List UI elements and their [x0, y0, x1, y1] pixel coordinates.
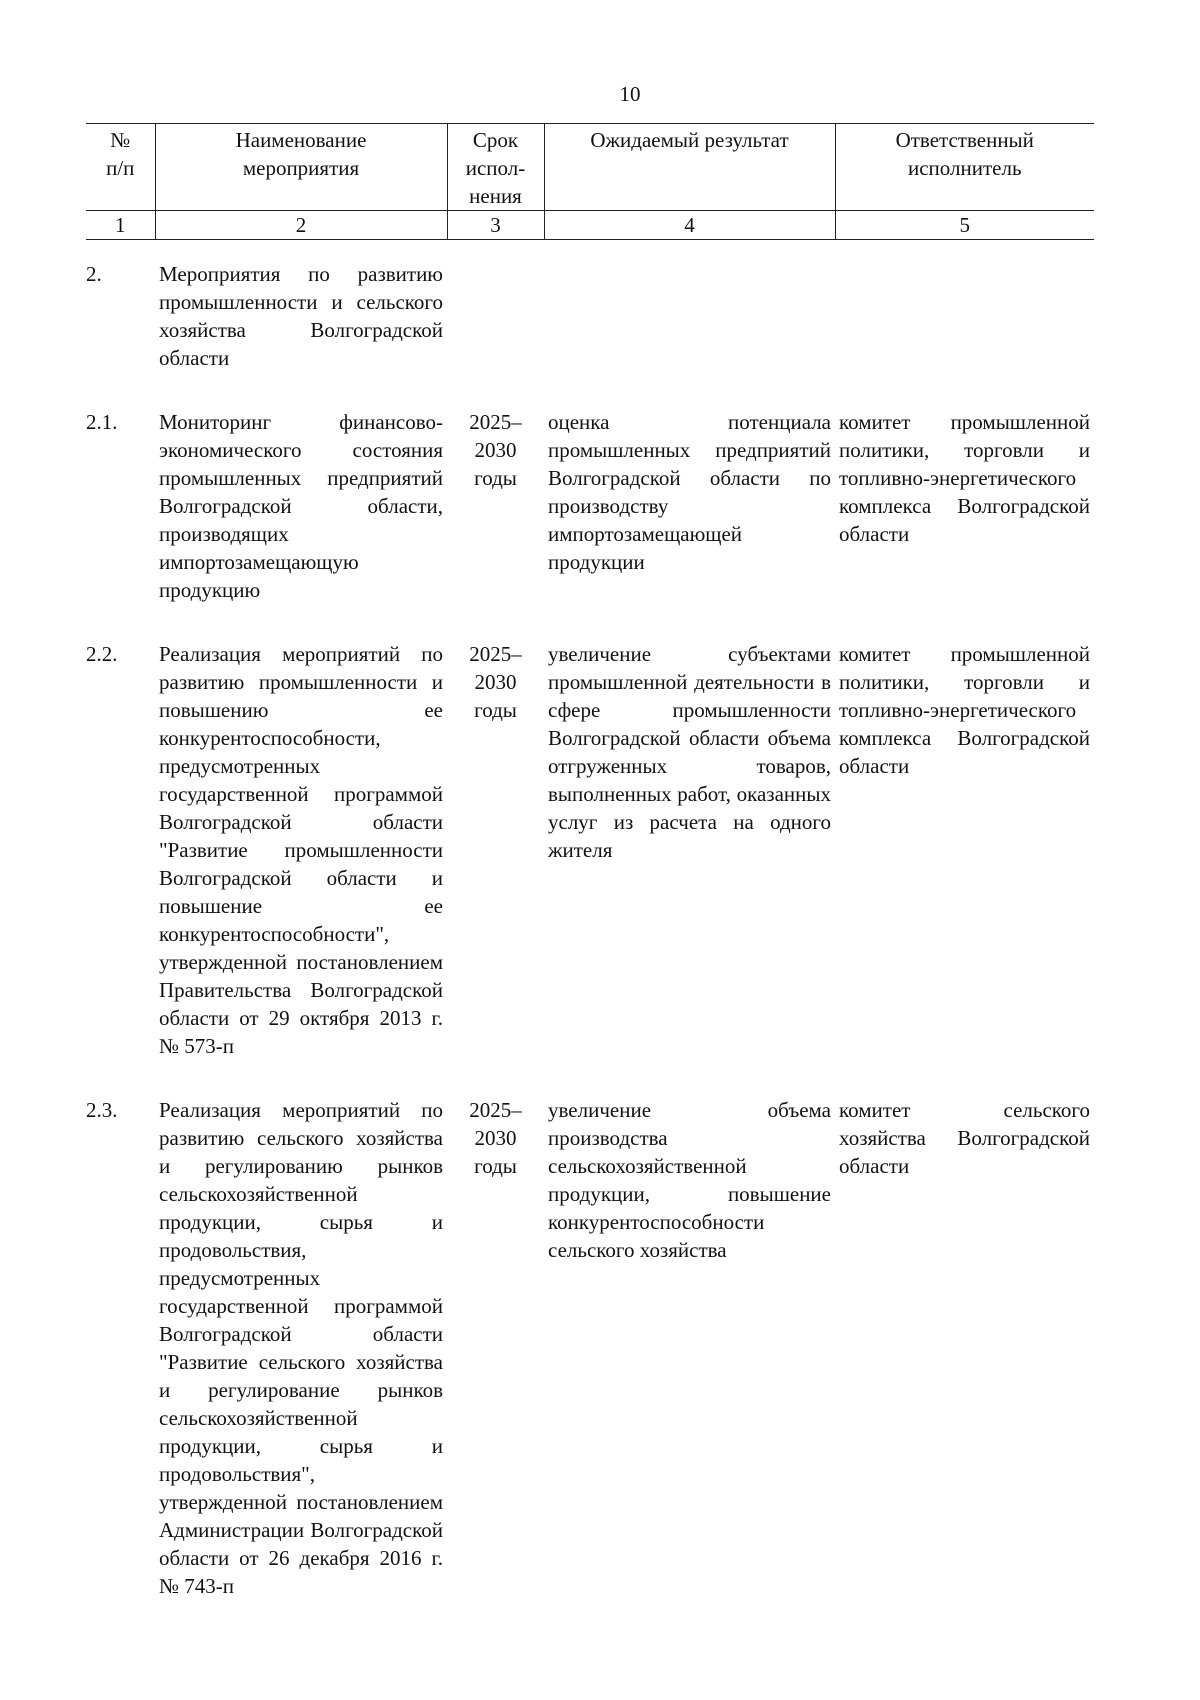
row-name: Реализация мероприятий по развитию промышленности и повышению ее конкурентоспособности, предусмотренных государственной программой Волгоградской области "Развитие промышленности Волгоградской области и повышение ее конкурентоспособности", утвержденной постановлением Правительства Волгоградской области от 29 октября 2013 г. № 573-п: [159, 642, 443, 1058]
table-row-2-1: [86, 372, 1094, 604]
header-term: Срок испол- нения: [447, 124, 544, 211]
header-responsible: Ответственный исполнитель: [835, 124, 1094, 211]
row-responsible: комитет промышленной политики, торговли и топливно-энергетического комплекса Волгоградской области: [839, 642, 1090, 778]
row-name: Мероприятия по развитию промышленности и сельского хозяйства Волгоградской области: [159, 262, 443, 370]
row-number: 2.3.: [86, 1098, 118, 1122]
row-number: 2.1.: [86, 410, 118, 434]
row-term: [447, 1060, 544, 1600]
term-line: 2025–: [469, 642, 522, 666]
term-line: годы: [474, 698, 517, 722]
header-name: Наименование мероприятия: [155, 124, 447, 211]
term-line: 2025–: [469, 1098, 522, 1122]
row-name: Реализация мероприятий по развитию сельского хозяйства и регулированию рынков сельскохозяйственной продукции, сырья и продовольствия, предусмотренных государственной программой Волгоградской области "Развитие сельского хозяйства и регулирование рынков сельскохозяйственной продукции, сырья и продовольствия", утвержденной постановлением Администрации Волгоградской области от 26 декабря 2016 г. № 743-п: [159, 1098, 443, 1598]
column-number: 3: [447, 211, 544, 240]
term-line: годы: [474, 1154, 517, 1178]
row-result: [544, 240, 835, 373]
term-line: годы: [474, 466, 517, 490]
column-number: 2: [155, 211, 447, 240]
row-result: увеличение субъектами промышленной деятельности в сфере промышленности Волгоградской области объема отгруженных товаров, выполненных работ, оказанных услуг из расчета на одного жителя: [548, 642, 831, 862]
term-line: 2030: [474, 1126, 517, 1150]
table-row-2-3: [86, 1060, 1094, 1600]
row-term: [447, 240, 544, 373]
term-line: 2030: [474, 438, 517, 462]
column-number: 4: [544, 211, 835, 240]
row-number: 2.2.: [86, 642, 118, 666]
page-number: 10: [619, 82, 641, 106]
column-number: 5: [835, 211, 1094, 240]
row-result: увеличение объема производства сельскохозяйственной продукции, повышение конкурентоспособности сельского хозяйства: [548, 1098, 831, 1262]
header-number: № п/п: [86, 124, 155, 211]
row-responsible: комитет промышленной политики, торговли и топливно-энергетического комплекса Волгоградской области: [839, 410, 1090, 546]
row-term: [447, 372, 544, 604]
table-header-row: [86, 124, 1094, 211]
table-row-2-2: [86, 604, 1094, 1060]
column-number: 1: [86, 211, 155, 240]
column-number-row: [86, 211, 1094, 240]
row-result: оценка потенциала промышленных предприятий Волгоградской области по производству импортозамещающей продукции: [548, 410, 831, 574]
term-line: 2030: [474, 670, 517, 694]
header-result: Ожидаемый результат: [544, 124, 835, 211]
row-term: [447, 604, 544, 1060]
table-row-section-2: [86, 240, 1094, 373]
row-responsible: комитет сельского хозяйства Волгоградской области: [839, 1098, 1090, 1178]
term-line: 2025–: [469, 410, 522, 434]
row-responsible: [835, 240, 1094, 373]
row-number: 2.: [86, 262, 102, 286]
measures-table: [86, 123, 1094, 1600]
row-name: Мониторинг финансово-экономического состояния промышленных предприятий Волгоградской области, производящих импортозамещающую продукцию: [159, 410, 443, 602]
